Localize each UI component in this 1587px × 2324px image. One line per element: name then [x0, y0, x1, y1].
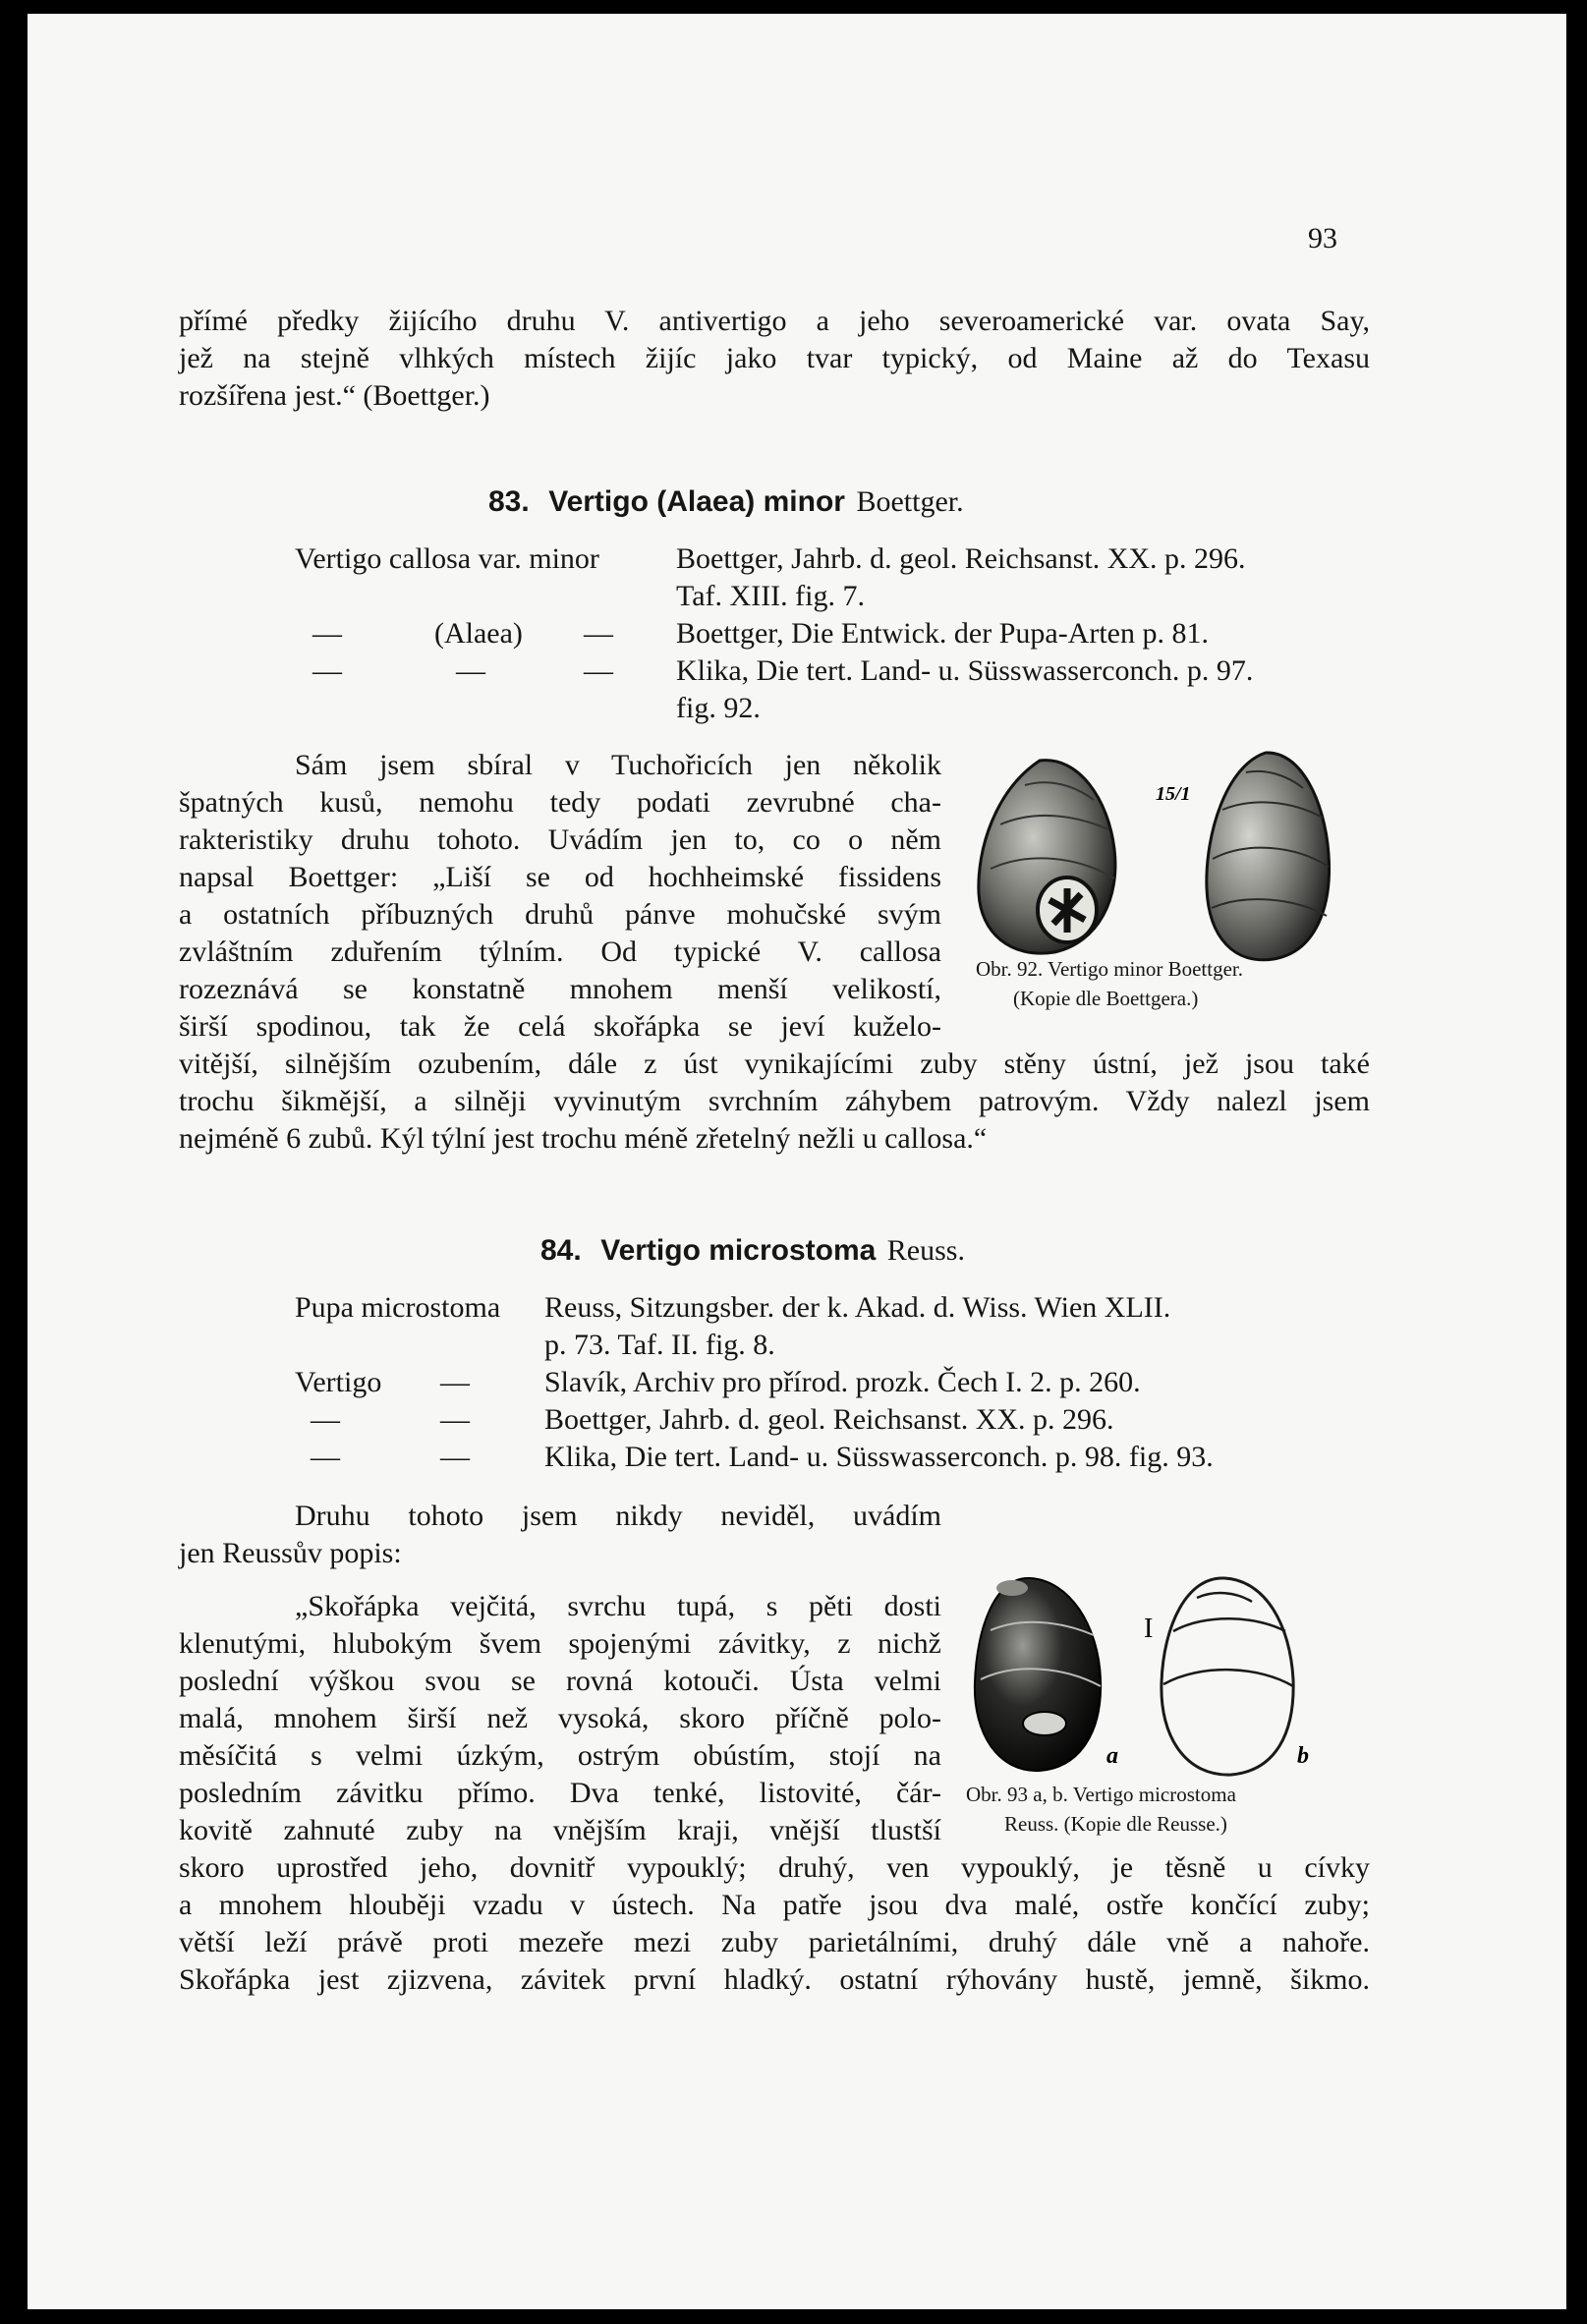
text-line: měsíčitá s velmi úzkým, ostrým obústím, stojí na: [179, 1739, 941, 1772]
figure-label-roman: I: [1144, 1614, 1154, 1644]
text-line: zvláštním zduřením týlním. Od typické V. callosa: [179, 935, 941, 968]
text-line: a ostatních příbuzných druhů pánve mohučské svým: [179, 898, 941, 931]
text-line: poslední výškou svou se rovná kotouči. Ústa velmi: [179, 1665, 941, 1697]
figure-scale: 15/1: [1156, 783, 1191, 805]
figure-caption: Obr. 93 a, b. Vertigo microstoma: [966, 1783, 1236, 1806]
synonym-reference: Boettger, Jahrb. d. geol. Reichsanst. XX. p. 296.: [676, 542, 1246, 575]
synonym-reference: Klika, Die tert. Land- u. Süsswasserconch. p. 97.: [676, 654, 1254, 687]
synonym-reference-cont: p. 73. Taf. II. fig. 8.: [544, 1329, 775, 1361]
text-line: Druhu tohoto jsem nikdy neviděl, uvádím: [295, 1500, 941, 1532]
synonym-dash: —: [584, 617, 613, 650]
text-line: širší spodinou, tak že celá skořápka se jeví kuželo-: [179, 1010, 941, 1043]
figure-label-a: a: [1106, 1743, 1118, 1769]
text-line: malá, mnohem širší než vysoká, skoro příčně polo-: [179, 1702, 941, 1734]
text-line: jež na stejně vlhkých místech žijíc jako tvar typický, od Maine až do Texasu: [179, 342, 1370, 374]
text-line: Sám jsem sbíral v Tuchořicích jen několik: [295, 749, 941, 781]
synonym-name: Vertigo: [295, 1366, 382, 1398]
figure-caption: (Kopie dle Boettgera.): [1013, 987, 1199, 1010]
synonym-reference: Reuss, Sitzungsber. der k. Akad. d. Wiss. Wien XLII.: [544, 1291, 1171, 1324]
snail-shell-illustration: [951, 1566, 1364, 1802]
text-line: trochu šikmější, a silněji vyvinutým svrchním záhybem patrovým. Vždy nalezl jsem: [179, 1085, 1370, 1117]
text-line: napsal Boettger: „Liší se od hochheimské fissidens: [179, 861, 941, 893]
species-name: Vertigo microstoma: [600, 1234, 877, 1267]
section-number: 84.: [540, 1234, 582, 1267]
figure-caption: Obr. 92. Vertigo minor Boettger.: [976, 957, 1244, 981]
species-author: Boettger.: [856, 485, 964, 518]
synonym-dash: —: [311, 1441, 340, 1473]
synonym-reference: Slavík, Archiv pro přírod. prozk. Čech I. 2. p. 260.: [544, 1366, 1141, 1398]
synonym-name: Vertigo callosa var. minor: [295, 542, 599, 575]
figure-93: [951, 1566, 1364, 1802]
text-line: vitější, silnějším ozubením, dále z úst vynikajícími zuby stěny ústní, jež jsou také: [179, 1048, 1370, 1080]
document-page: [28, 14, 1566, 2309]
figure-label-b: b: [1297, 1743, 1309, 1769]
synonym-dash: —: [440, 1403, 470, 1436]
text-line: posledním závitku přímo. Dva tenké, listovité, čár-: [179, 1777, 941, 1809]
synonym-reference-cont: fig. 92.: [676, 692, 761, 724]
synonym-reference: Klika, Die tert. Land- u. Süsswasserconch. p. 98. fig. 93.: [544, 1441, 1214, 1473]
synonym-name: Pupa microstoma: [295, 1291, 501, 1324]
species-author: Reuss.: [886, 1234, 965, 1267]
synonym-dash: —: [584, 654, 613, 687]
text-line: větší leží právě proti mezeře mezi zuby parietálními, druhý dále vně a nahoře.: [179, 1926, 1370, 1958]
text-line: přímé předky žijícího druhu V. antivertigo a jeho severoamerické var. ovata Say,: [179, 305, 1370, 337]
text-line: skoro uprostřed jeho, dovnitř vypouklý; druhý, ven vypouklý, je těsně u cívky: [179, 1851, 1370, 1884]
text-line: kovitě zahnuté zuby na vnějším kraji, vnější tlustší: [179, 1814, 941, 1846]
species-name: Vertigo (Alaea) minor: [548, 485, 845, 518]
text-line: nejméně 6 zubů. Kýl týlní jest trochu méně zřetelný nežli u callosa.“: [179, 1122, 988, 1155]
text-line: klenutými, hlubokým švem spojenými závitky, z nichž: [179, 1627, 941, 1660]
text-line: rozšířena jest.“ (Boettger.): [179, 379, 490, 412]
synonym-dash: —: [440, 1366, 470, 1398]
page-number: 93: [1308, 222, 1337, 255]
figure-caption: Reuss. (Kopie dle Reusse.): [1004, 1812, 1227, 1836]
text-line: rakteristiky druhu tohoto. Uvádím jen to, co o něm: [179, 823, 941, 856]
text-line: rozeznává se konstatně mnohem menší velikostí,: [179, 973, 941, 1005]
text-line: a mnohem hlouběji vzadu v ústech. Na patře jsou dva malé, ostře končící zuby;: [179, 1889, 1370, 1921]
section-heading-83: [488, 483, 964, 521]
text-line: „Skořápka vejčitá, svrchu tupá, s pěti dosti: [295, 1590, 941, 1622]
synonym-reference: Boettger, Die Entwick. der Pupa-Arten p. 81.: [676, 617, 1209, 650]
text-line: jen Reussův popis:: [179, 1537, 402, 1569]
synonym-dash: —: [456, 654, 485, 687]
synonym-dash: —: [440, 1441, 470, 1473]
synonym-dash: —: [312, 617, 342, 650]
text-line: špatných kusů, nemohu tedy podati zevrubné cha-: [179, 786, 941, 819]
section-number: 83.: [488, 485, 530, 518]
synonym-dash: —: [311, 1403, 340, 1436]
synonym-dash: —: [312, 654, 342, 687]
synonym-reference-cont: Taf. XIII. fig. 7.: [676, 580, 865, 612]
text-line: Skořápka jest zjizvena, závitek první hladký. ostatní rýhovány hustě, jemně, šikmo.: [179, 1963, 1370, 1996]
section-heading-84: [540, 1232, 965, 1270]
synonym-reference: Boettger, Jahrb. d. geol. Reichsanst. XX. p. 296.: [544, 1403, 1114, 1436]
synonym-name: (Alaea): [434, 617, 523, 650]
